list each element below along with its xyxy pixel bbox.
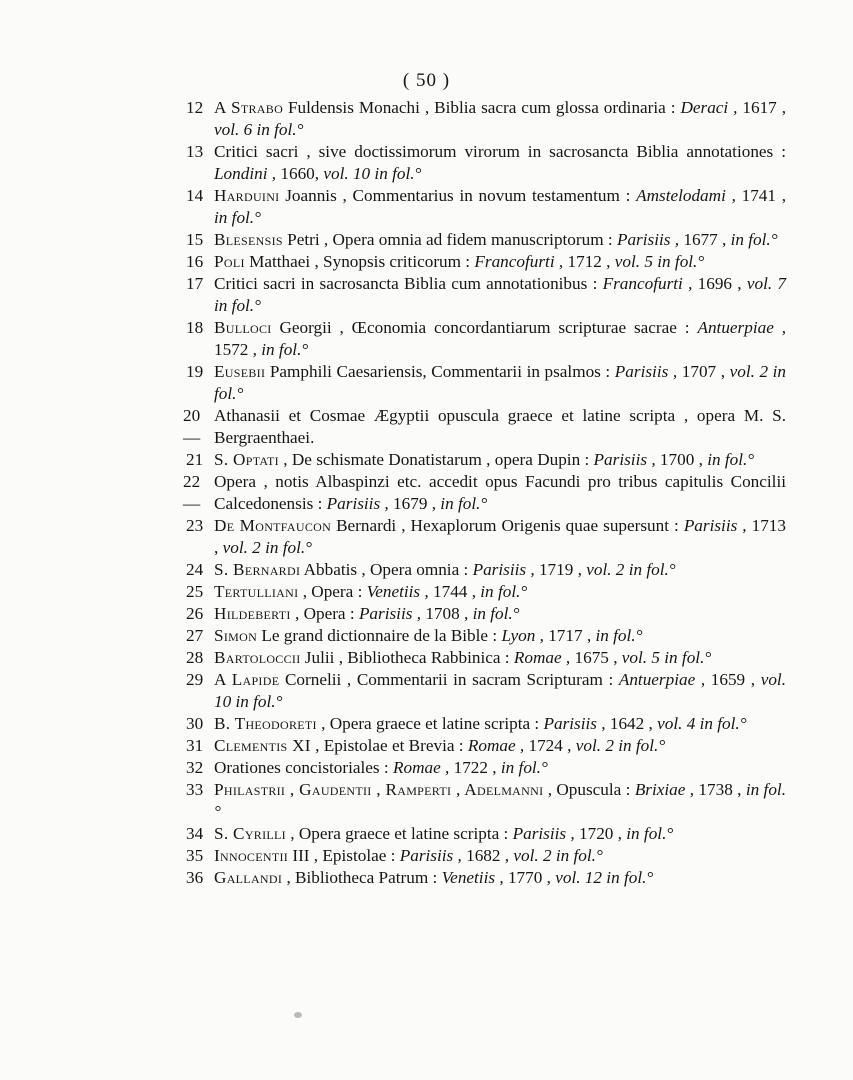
- entry-author: Bulloci: [214, 318, 272, 337]
- entry-year: 1682 ,: [461, 846, 514, 865]
- entry-title: , Opuscula :: [543, 780, 635, 799]
- catalogue-entry: [186, 185, 786, 229]
- entry-imprint: Francofurti ,: [602, 274, 693, 293]
- entry-title: Critici sacri , sive doctissimorum virorum in sacrosancta Biblia annotationes :: [214, 142, 786, 161]
- entry-number: 15: [186, 230, 204, 249]
- entry-author: Eusebii: [214, 362, 266, 381]
- entry-number: 24: [186, 560, 204, 579]
- entry-format: in fol.°: [480, 582, 528, 601]
- entry-author: Blesensis: [214, 230, 283, 249]
- entry-title: , De schismate Donatistarum , opera Dupin :: [278, 450, 594, 469]
- entry-year: 1708 ,: [421, 604, 473, 623]
- entry-number: 12: [186, 98, 204, 117]
- entry-imprint: Parisiis ,: [543, 714, 606, 733]
- entry-year: 1738 ,: [694, 780, 746, 799]
- entry-title: Georgii , Œconomia concordantiarum scripturae sacrae :: [271, 318, 698, 337]
- entry-format: in fol.°: [707, 450, 755, 469]
- entry-number: 19: [186, 362, 204, 381]
- entry-author: Poli: [214, 252, 245, 271]
- entry-title: , Opera :: [290, 604, 359, 623]
- entry-number: 16: [186, 252, 204, 271]
- entry-title: III , Epistolae :: [288, 846, 400, 865]
- catalogue-entry: [186, 625, 786, 647]
- entry-format: in fol.°: [730, 230, 778, 249]
- entry-number: 29: [186, 670, 204, 689]
- catalogue-entry: [186, 361, 786, 405]
- entry-year: 1696 ,: [692, 274, 747, 293]
- entry-title: Fuldensis Monachi , Biblia sacra cum glossa ordinaria :: [283, 98, 681, 117]
- catalogue-entry: [186, 713, 786, 735]
- entry-title: , Opera :: [298, 582, 367, 601]
- entry-number: 26: [186, 604, 204, 623]
- entry-number: 33: [186, 780, 204, 799]
- entry-format: vol. 2 in fol.°: [575, 736, 666, 755]
- entry-imprint: Brixiae ,: [634, 780, 695, 799]
- entry-year: 1717 ,: [543, 626, 596, 645]
- catalogue-entry: [186, 559, 786, 581]
- catalogue-entry: [186, 581, 786, 603]
- entry-format: vol. 4 in fol.°: [657, 714, 747, 733]
- entry-author: Harduini: [214, 186, 280, 205]
- entry-title: Critici sacri in sacrosancta Biblia cum annotationibus :: [214, 274, 603, 293]
- entry-imprint: Lyon ,: [501, 626, 544, 645]
- entry-number: 13: [186, 142, 204, 161]
- entry-number: 31: [186, 736, 204, 755]
- entry-format: in fol.°: [595, 626, 643, 645]
- entry-title: Opera , notis Albaspinzi etc. accedit opus Facundi pro tribus capitulis Concilii Calcedonensis :: [214, 472, 786, 513]
- entry-number: 14: [186, 186, 204, 205]
- entry-number: 35: [186, 846, 204, 865]
- entry-imprint: Venetiis ,: [366, 582, 429, 601]
- entry-format: vol. 10 in fol.°: [323, 164, 422, 183]
- entry-format: vol. 5 in fol.°: [614, 252, 705, 271]
- entry-author: Gallandi: [214, 868, 283, 887]
- entry-format: vol. 6 in fol.°: [214, 120, 304, 139]
- entry-imprint: Parisiis ,: [512, 824, 575, 843]
- entry-year: 1617 ,: [737, 98, 786, 117]
- entry-author: De Montfaucon: [214, 516, 332, 535]
- entry-author: Bartoloccii: [214, 648, 301, 667]
- catalogue-entry: [186, 867, 786, 889]
- entry-author: Hildeberti: [214, 604, 291, 623]
- entry-year: 1677 ,: [679, 230, 731, 249]
- catalogue-entry: [186, 845, 786, 867]
- entry-title: , Epistolae et Brevia :: [310, 736, 468, 755]
- entry-author: S. Bernardi: [214, 560, 301, 579]
- catalogue-entry: [186, 823, 786, 845]
- entry-imprint: Deraci ,: [680, 98, 738, 117]
- entry-number: 18: [186, 318, 204, 337]
- catalogue-entry: [186, 141, 786, 185]
- catalogue-entry: [183, 471, 786, 515]
- catalogue-entry: [186, 97, 786, 141]
- entry-title: Athanasii et Cosmae Ægyptii opuscula graece et latine scripta , opera M. S. Bergraenthaei.: [214, 406, 786, 447]
- catalogue-entry: [183, 405, 786, 449]
- page-number: ( 50 ): [402, 70, 451, 91]
- entry-number: 22—: [183, 472, 201, 513]
- entry-year: 1744 ,: [428, 582, 481, 601]
- entry-imprint: Francofurti ,: [474, 252, 564, 271]
- entry-title: Joannis , Commentarius in novum testamentum :: [279, 186, 637, 205]
- entry-format: in fol.°: [626, 824, 674, 843]
- entry-title: Petri , Opera omnia ad fidem manuscriptorum :: [282, 230, 617, 249]
- entry-number: 36: [186, 868, 204, 887]
- entry-year: 1642 ,: [605, 714, 658, 733]
- catalogue-list: [183, 97, 787, 889]
- entry-year: 1770 ,: [503, 868, 556, 887]
- entry-year: 1720 ,: [574, 824, 627, 843]
- catalogue-entry: [186, 735, 786, 757]
- catalogue-entry: [186, 449, 786, 471]
- ink-smudge: [294, 1012, 302, 1018]
- entry-imprint: Parisiis ,: [614, 362, 678, 381]
- entry-year: 1722 ,: [449, 758, 501, 777]
- entry-author: A Strabo: [214, 98, 284, 117]
- entry-format: vol. 5 in fol.°: [621, 648, 712, 667]
- entry-imprint: Parisiis ,: [358, 604, 422, 623]
- entry-title: Le grand dictionnaire de la Bible :: [257, 626, 502, 645]
- entry-format: in fol.°: [500, 758, 548, 777]
- entry-title: Matthaei , Synopsis criticorum :: [244, 252, 475, 271]
- entry-year: 1700 ,: [655, 450, 708, 469]
- entry-author: S. Cyrilli: [214, 824, 286, 843]
- entry-year: 1675 ,: [570, 648, 622, 667]
- entry-year: 1724 ,: [524, 736, 576, 755]
- entry-number: 30: [186, 714, 204, 733]
- entry-author: B. Theodoreti: [214, 714, 317, 733]
- entry-title: Cornelii , Commentarii in sacram Scripturam :: [279, 670, 619, 689]
- entry-format: vol. 12 in fol.°: [555, 868, 654, 887]
- entry-number: 21: [186, 450, 204, 469]
- entry-year: 1660,: [276, 164, 324, 183]
- entry-format: vol. 2 in fol.°: [586, 560, 676, 579]
- entry-author: Innocentii: [214, 846, 289, 865]
- entry-imprint: Londini ,: [214, 164, 277, 183]
- catalogue-entry: [186, 757, 786, 779]
- entry-author: A Lapide: [214, 670, 280, 689]
- entry-number: 20—: [183, 406, 201, 447]
- entry-author: Philastrii , Gaudentii , Ramperti , Adelmanni: [214, 780, 544, 799]
- entry-title: Orationes concistoriales :: [214, 758, 393, 777]
- entry-year: 1679 ,: [388, 494, 441, 513]
- entry-format: vol. 7 in fol.°: [214, 274, 786, 315]
- entry-number: 28: [186, 648, 204, 667]
- entry-year: 1707 ,: [677, 362, 730, 381]
- entry-year: 1741 ,: [735, 186, 787, 205]
- catalogue-entry: [186, 647, 786, 669]
- entry-imprint: Antuerpiae ,: [618, 670, 706, 689]
- entry-title: , Bibliotheca Patrum :: [282, 868, 442, 887]
- catalogue-entry: [186, 669, 786, 713]
- entry-number: 23: [186, 516, 204, 535]
- catalogue-entry: [186, 603, 786, 625]
- entry-imprint: Venetiis ,: [441, 868, 504, 887]
- entry-year: 1712 ,: [563, 252, 615, 271]
- entry-imprint: Parisiis ,: [472, 560, 535, 579]
- entry-author: Tertulliani: [214, 582, 299, 601]
- entry-year: 1572 ,: [214, 340, 262, 359]
- entry-number: 17: [186, 274, 204, 293]
- entry-number: 25: [186, 582, 204, 601]
- entry-title: Bernardi , Hexaplorum Origenis quae supersunt :: [331, 516, 684, 535]
- entry-author: Simon: [214, 626, 258, 645]
- catalogue-entry: [186, 779, 786, 823]
- entry-format: in fol.°: [440, 494, 488, 513]
- catalogue-entry: [186, 229, 786, 251]
- entry-imprint: Romae ,: [467, 736, 525, 755]
- entry-title: Julii , Bibliotheca Rabbinica :: [300, 648, 514, 667]
- entry-imprint: Parisiis ,: [616, 230, 680, 249]
- entry-format: in fol.°: [472, 604, 520, 623]
- entry-format: vol. 2 in fol.°: [222, 538, 313, 557]
- entry-format: in fol.°: [214, 780, 786, 821]
- entry-title: , Opera graece et latine scripta :: [316, 714, 544, 733]
- entry-author: Clementis XI: [214, 736, 311, 755]
- entry-format: in fol.°: [214, 208, 261, 227]
- catalogue-entry: [186, 273, 786, 317]
- entry-number: 32: [186, 758, 204, 777]
- entry-imprint: Romae ,: [513, 648, 571, 667]
- entry-format: vol. 2 in fol.°: [513, 846, 603, 865]
- entry-number: 27: [186, 626, 204, 645]
- catalogue-entry: [186, 251, 786, 273]
- entry-author: S. Optati: [214, 450, 279, 469]
- catalogue-entry: [186, 515, 786, 559]
- entry-imprint: Parisiis ,: [683, 516, 747, 535]
- entry-year: 1719 ,: [534, 560, 587, 579]
- entry-imprint: Parisiis ,: [593, 450, 656, 469]
- entry-imprint: Parisiis ,: [399, 846, 462, 865]
- entry-year: 1713 ,: [214, 516, 786, 557]
- entry-format: vol. 2 in fol.°: [214, 362, 787, 403]
- entry-title: Abbatis , Opera omnia :: [300, 560, 473, 579]
- entry-imprint: Antuerpiae ,: [697, 318, 786, 337]
- entry-format: vol. 10 in fol.°: [214, 670, 786, 711]
- entry-imprint: Romae ,: [392, 758, 450, 777]
- entry-title: , Opera graece et latine scripta :: [285, 824, 513, 843]
- entry-imprint: Amstelodami ,: [636, 186, 736, 205]
- entry-year: 1659 ,: [705, 670, 761, 689]
- entry-format: in fol.°: [261, 340, 309, 359]
- entry-imprint: Parisiis ,: [326, 494, 389, 513]
- entry-title: Pamphili Caesariensis, Commentarii in psalmos :: [265, 362, 615, 381]
- entry-number: 34: [186, 824, 204, 843]
- catalogue-entry: [186, 317, 786, 361]
